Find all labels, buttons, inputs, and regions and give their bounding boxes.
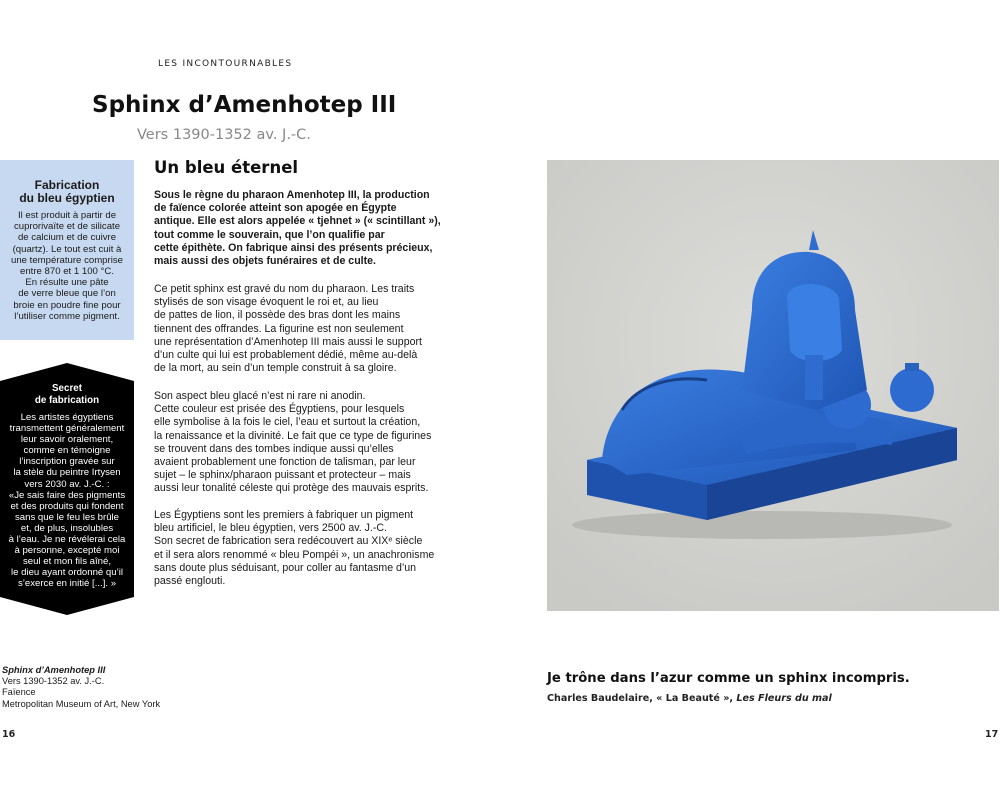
sphinx-photo: [547, 160, 999, 611]
paragraph-4: [154, 509, 440, 588]
badge-line: à l’eau. Je ne révélerai cela: [8, 534, 126, 546]
caption-title: Sphinx d’Amenhotep III: [2, 665, 106, 675]
info-box-line: de calcium et de cuivre: [17, 232, 117, 244]
text-line: Cette couleur est prisée des Égyptiens, pour lesquels: [154, 403, 405, 416]
badge-line: la stèle du peintre Irtysen: [13, 467, 121, 479]
text-line: tout comme le souverain, que l’on qualifie par: [154, 228, 385, 241]
text-line: Son aspect bleu glacé n’est ni rare ni anodin.: [154, 390, 366, 402]
text-line: elle symbolise à la fois le ciel, l’eau et surtout la création,: [154, 416, 421, 429]
text-line: sans doute plus séduisant, pour coller au fantasme d’un: [154, 561, 417, 574]
text-line: Les Égyptiens sont les premiers à fabriquer un pigment: [154, 509, 414, 521]
text-line: mais aussi des objets funéraires et de culte.: [154, 255, 376, 268]
info-box-line: (quartz). Le tout est cuit à: [12, 243, 122, 255]
info-box-line: cuprorivaïte et de silicate: [13, 221, 121, 233]
badge-line: s’exerce en initié [...]. »: [17, 578, 117, 590]
text-line: passé englouti.: [154, 575, 226, 588]
badge-line: et, de plus, insolubles: [20, 522, 114, 534]
section-heading: Un bleu éternel: [154, 158, 299, 177]
paragraph-3: [154, 390, 440, 496]
badge-line: leur savoir oralement,: [20, 434, 114, 446]
info-box-line: une température comprise: [11, 254, 123, 266]
info-box-line: de verre bleue que l’on: [18, 288, 116, 300]
text-line: d’un culte qui lui est probablement dédié, même au-delà: [154, 349, 418, 362]
badge-line: l’inscription gravée sur: [19, 456, 115, 468]
badge-title-line: Secret: [52, 383, 82, 394]
caption-museum: Metropolitan Museum of Art, New York: [2, 698, 161, 709]
text-line: de faïence colorée atteint son apogée en Égypte: [154, 202, 397, 215]
text-line: sujet – le sphinx/pharaon puissant et protecteur – mais: [154, 469, 411, 482]
page-subtitle: Vers 1390-1352 av. J.-C.: [137, 127, 311, 143]
text-line: aussi leur tonalité céleste qui protège des mauvais esprits.: [154, 482, 429, 495]
text-line: avaient probablement une fonction de talisman, par leur: [154, 456, 416, 469]
info-box-body: [3, 210, 131, 322]
info-box-line: l’utiliser comme pigment.: [14, 310, 120, 322]
text-line: une représentation d’Amenhotep III mais aussi le support: [154, 335, 422, 348]
caption-date: Vers 1390-1352 av. J.-C.: [2, 676, 105, 687]
intro-paragraph: [154, 189, 440, 268]
sphinx-illustration: [547, 160, 999, 611]
text-line: stylisés de son visage évoquent le roi et, au lieu: [154, 296, 379, 309]
badge-line: seul et mon fils aîné,: [23, 556, 111, 568]
artwork-caption: [2, 665, 160, 710]
info-box-line: En résulte une pâte: [25, 277, 109, 289]
fabrication-info-box: [0, 160, 134, 340]
badge-body: [4, 412, 130, 590]
badge-line: Les artistes égyptiens: [20, 412, 114, 423]
quote-author: Charles Baudelaire, « La Beauté »,: [547, 693, 737, 704]
text-line: de pattes de lion, il possède des bras dont les mains: [154, 309, 401, 322]
text-line: tiennent des offrandes. La figurine est non seulement: [154, 322, 404, 335]
badge-line: comme en témoigne: [23, 445, 111, 457]
info-box-line: Il est produit à partir de: [17, 210, 117, 221]
info-box-title-line: du bleu égyptien: [19, 191, 115, 205]
info-box-line: broie en poudre fine pour: [13, 299, 121, 311]
text-line: la renaissance et la divinité. Le fait que ce type de figurines: [154, 429, 432, 442]
text-line: cette épithète. On fabrique ainsi des présents précieux,: [154, 241, 433, 254]
section-kicker: LES INCONTOURNABLES: [158, 59, 293, 69]
quote-source: [547, 693, 832, 704]
text-line: bleu artificiel, le bleu égyptien, vers 2500 av. J.-C.: [154, 522, 387, 535]
badge-line: et des produits qui fondent: [10, 500, 124, 512]
quote-work: Les Fleurs du mal: [736, 693, 832, 704]
badge-line: à personne, excepté moi: [14, 545, 120, 557]
page-number-right: 17: [985, 729, 999, 740]
quote-text: Je trône dans l’azur comme un sphinx incompris.: [547, 671, 910, 686]
secret-badge: [0, 363, 134, 615]
badge-line: transmettent généralement: [9, 423, 125, 435]
info-box-title-line: Fabrication: [34, 178, 100, 192]
caption-medium: Faïence: [2, 687, 36, 698]
badge-line: «Je sais faire des pigments: [8, 489, 126, 501]
badge-line: le dieu ayant ordonné qu’il: [10, 567, 123, 579]
badge-line: vers 2030 av. J.-C. :: [24, 478, 110, 490]
text-line: de la mort, au sein d’un temple construit à sa gloire.: [154, 362, 397, 375]
info-box-title: [0, 179, 134, 205]
text-line: et il sera alors renommé « bleu Pompéi », un anachronisme: [154, 548, 435, 561]
paragraph-2: [154, 283, 440, 375]
page-number-left: 16: [2, 729, 16, 740]
text-line: se trouvent dans des tombes indique aussi qu’elles: [154, 442, 394, 455]
text-line: Son secret de fabrication sera redécouvert au XIXᵉ siècle: [154, 535, 423, 548]
text-line: antique. Elle est alors appelée « tjehnet » (« scintillant »),: [154, 215, 441, 228]
text-line: Ce petit sphinx est gravé du nom du pharaon. Les traits: [154, 283, 415, 295]
badge-title: [0, 383, 134, 406]
badge-line: sans que le feu les brûle: [15, 511, 119, 523]
page-title: Sphinx d’Amenhotep III: [92, 92, 397, 118]
text-line: Sous le règne du pharaon Amenhotep III, la production: [154, 189, 430, 201]
info-box-line: entre 870 et 1 100 °C.: [20, 266, 114, 278]
badge-title-line: de fabrication: [34, 394, 100, 406]
